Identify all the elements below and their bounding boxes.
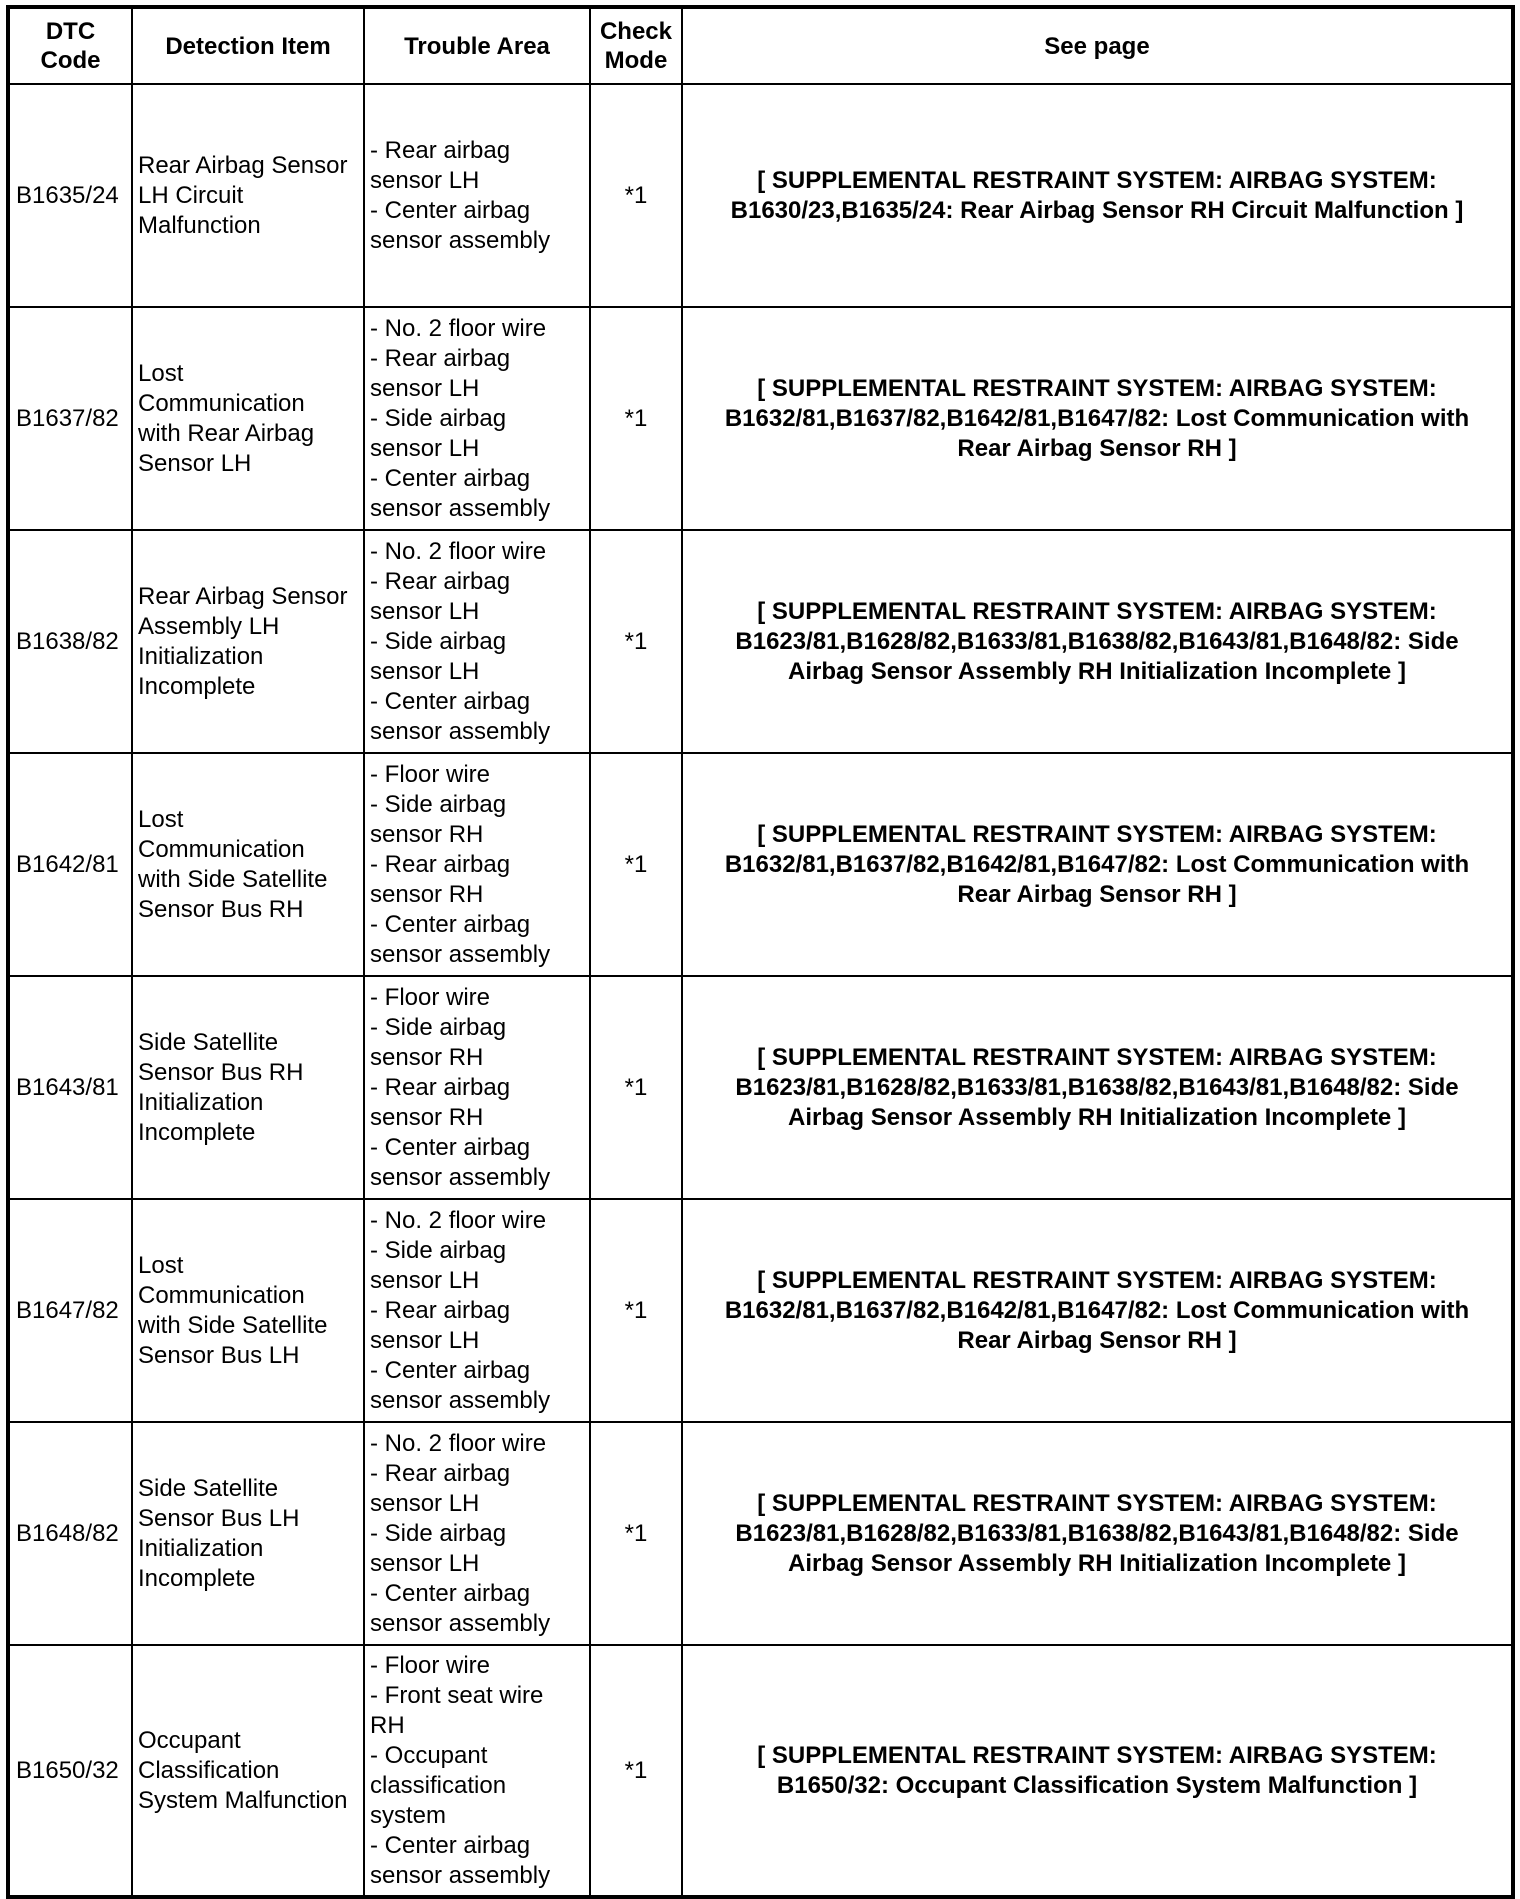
- trouble-area-cell: [364, 976, 590, 1199]
- detection-item-cell-line: Rear Airbag Sensor: [138, 582, 348, 610]
- trouble-area-cell-line: sensor LH: [370, 434, 480, 462]
- trouble-area-cell-line: sensor assembly: [370, 1386, 551, 1414]
- see-page-link-line: B1623/81,B1628/82,B1633/81,B1638/82,B1643/81,B1648/82: Side: [735, 1073, 1459, 1101]
- trouble-area-cell-line: sensor assembly: [370, 717, 551, 745]
- trouble-area-cell-line: sensor LH: [370, 1326, 480, 1354]
- detection-item-cell-line: with Side Satellite: [138, 865, 328, 893]
- header-check-mode-line-2: Mode: [604, 47, 668, 74]
- trouble-area-cell-line: - Center airbag: [370, 464, 531, 492]
- trouble-area-cell-line: - Side airbag: [370, 627, 507, 655]
- check-mode-cell: *1: [590, 530, 682, 753]
- header-detection-item: Detection Item: [132, 7, 364, 84]
- header-trouble-area: Trouble Area: [364, 7, 590, 84]
- check-mode-cell: *1: [590, 1645, 682, 1897]
- detection-item-cell-line: Incomplete: [138, 672, 256, 700]
- see-page-link-line: Airbag Sensor Assembly RH Initialization Incomplete ]: [788, 1103, 1406, 1131]
- see-page-link: [682, 84, 1513, 307]
- see-page-link-line: [ SUPPLEMENTAL RESTRAINT SYSTEM: AIRBAG SYSTEM:: [757, 374, 1437, 402]
- detection-item-cell-line: Sensor Bus RH: [138, 1058, 304, 1086]
- detection-item-cell-line: Lost: [138, 805, 184, 833]
- trouble-area-cell-line: sensor LH: [370, 1266, 480, 1294]
- dtc-code-cell: B1635/24: [8, 84, 132, 307]
- trouble-area-cell-line: - Center airbag: [370, 910, 531, 938]
- trouble-area-cell-line: - Front seat wire: [370, 1681, 544, 1709]
- detection-item-cell-line: Sensor LH: [138, 449, 252, 477]
- see-page-link-line: [ SUPPLEMENTAL RESTRAINT SYSTEM: AIRBAG SYSTEM:: [757, 1741, 1437, 1769]
- trouble-area-cell-line: - Center airbag: [370, 1133, 531, 1161]
- trouble-area-cell-line: - No. 2 floor wire: [370, 537, 547, 565]
- trouble-area-cell-line: - Floor wire: [370, 1651, 491, 1679]
- see-page-link-line: [ SUPPLEMENTAL RESTRAINT SYSTEM: AIRBAG SYSTEM:: [757, 820, 1437, 848]
- trouble-area-cell: [364, 84, 590, 307]
- trouble-area-cell-line: sensor LH: [370, 1489, 480, 1517]
- dtc-code-cell: B1637/82: [8, 307, 132, 530]
- trouble-area-cell-line: sensor LH: [370, 1549, 480, 1577]
- header-see-page: See page: [682, 7, 1513, 84]
- see-page-link-line: B1623/81,B1628/82,B1633/81,B1638/82,B1643/81,B1648/82: Side: [735, 627, 1459, 655]
- detection-item-cell-line: Lost: [138, 359, 184, 387]
- trouble-area-cell-line: sensor assembly: [370, 1609, 551, 1637]
- table-header: [8, 7, 1513, 84]
- see-page-link: [682, 1645, 1513, 1897]
- see-page-link: [682, 1422, 1513, 1645]
- trouble-area-cell-line: - Center airbag: [370, 196, 531, 224]
- header-dtc-code-line-2: Code: [40, 47, 101, 74]
- trouble-area-cell-line: system: [370, 1801, 447, 1829]
- see-page-link-line: Rear Airbag Sensor RH ]: [957, 434, 1237, 462]
- see-page-link: [682, 976, 1513, 1199]
- detection-item-cell-line: Communication: [138, 835, 305, 863]
- trouble-area-cell: [364, 1422, 590, 1645]
- detection-item-cell: [132, 1199, 364, 1422]
- detection-item-cell: [132, 753, 364, 976]
- detection-item-cell-line: Rear Airbag Sensor: [138, 151, 348, 179]
- detection-item-cell-line: Communication: [138, 1281, 305, 1309]
- table-row: [8, 1199, 1513, 1422]
- check-mode-cell: *1: [590, 753, 682, 976]
- detection-item-cell: [132, 1645, 364, 1897]
- table-row: [8, 307, 1513, 530]
- dtc-code-cell: B1647/82: [8, 1199, 132, 1422]
- detection-item-cell-line: Initialization: [138, 1088, 264, 1116]
- trouble-area-cell-line: sensor RH: [370, 880, 484, 908]
- trouble-area-cell-line: sensor RH: [370, 820, 484, 848]
- detection-item-cell-line: Sensor Bus LH: [138, 1504, 300, 1532]
- trouble-area-cell-line: sensor LH: [370, 597, 480, 625]
- detection-item-cell-line: Sensor Bus LH: [138, 1341, 300, 1369]
- detection-item-cell-line: Occupant: [138, 1726, 241, 1754]
- dtc-table: [6, 5, 1515, 1899]
- check-mode-cell: *1: [590, 976, 682, 1199]
- trouble-area-cell-line: sensor assembly: [370, 226, 551, 254]
- see-page-link: [682, 753, 1513, 976]
- table-row: [8, 530, 1513, 753]
- dtc-code-cell: B1650/32: [8, 1645, 132, 1897]
- trouble-area-cell-line: - Rear airbag: [370, 1459, 511, 1487]
- dtc-code-cell: B1638/82: [8, 530, 132, 753]
- dtc-code-cell: B1648/82: [8, 1422, 132, 1645]
- header-check-mode: [590, 7, 682, 84]
- see-page-link-line: B1632/81,B1637/82,B1642/81,B1647/82: Lost Communication with: [724, 404, 1470, 432]
- see-page-link-line: [ SUPPLEMENTAL RESTRAINT SYSTEM: AIRBAG SYSTEM:: [757, 1266, 1437, 1294]
- see-page-link-line: Rear Airbag Sensor RH ]: [957, 1326, 1237, 1354]
- trouble-area-cell: [364, 307, 590, 530]
- trouble-area-cell-line: - Rear airbag: [370, 850, 511, 878]
- dtc-code-cell: B1643/81: [8, 976, 132, 1199]
- trouble-area-cell: [364, 1645, 590, 1897]
- detection-item-cell: [132, 976, 364, 1199]
- header-dtc-code-line-1: DTC: [45, 18, 96, 45]
- trouble-area-cell-line: RH: [370, 1711, 405, 1739]
- see-page-link-line: B1650/32: Occupant Classification System Malfunction ]: [776, 1771, 1418, 1799]
- detection-item-cell-line: Initialization: [138, 1534, 264, 1562]
- trouble-area-cell-line: - No. 2 floor wire: [370, 1429, 547, 1457]
- table-row: [8, 976, 1513, 1199]
- trouble-area-cell-line: - Center airbag: [370, 1356, 531, 1384]
- trouble-area-cell-line: classification: [370, 1771, 507, 1799]
- detection-item-cell-line: Incomplete: [138, 1564, 256, 1592]
- table-row: [8, 84, 1513, 307]
- see-page-link-line: [ SUPPLEMENTAL RESTRAINT SYSTEM: AIRBAG SYSTEM:: [757, 166, 1437, 194]
- detection-item-cell: [132, 84, 364, 307]
- trouble-area-cell-line: - Rear airbag: [370, 344, 511, 372]
- trouble-area-cell-line: - Rear airbag: [370, 136, 511, 164]
- see-page-link-line: [ SUPPLEMENTAL RESTRAINT SYSTEM: AIRBAG SYSTEM:: [757, 1043, 1437, 1071]
- detection-item-cell-line: System Malfunction: [138, 1786, 348, 1814]
- trouble-area-cell-line: sensor RH: [370, 1103, 484, 1131]
- header-check-mode-line-1: Check: [599, 18, 673, 45]
- trouble-area-cell: [364, 1199, 590, 1422]
- trouble-area-cell-line: sensor assembly: [370, 1163, 551, 1191]
- see-page-link-line: Rear Airbag Sensor RH ]: [957, 880, 1237, 908]
- see-page-link: [682, 307, 1513, 530]
- check-mode-cell: *1: [590, 1422, 682, 1645]
- trouble-area-cell-line: - Floor wire: [370, 760, 491, 788]
- detection-item-cell-line: Lost: [138, 1251, 184, 1279]
- table-row: [8, 1645, 1513, 1897]
- detection-item-cell-line: with Side Satellite: [138, 1311, 328, 1339]
- trouble-area-cell-line: - Side airbag: [370, 1013, 507, 1041]
- trouble-area-cell-line: - Rear airbag: [370, 567, 511, 595]
- see-page-link-line: Airbag Sensor Assembly RH Initialization Incomplete ]: [788, 657, 1406, 685]
- see-page-link-line: Airbag Sensor Assembly RH Initialization Incomplete ]: [788, 1549, 1406, 1577]
- trouble-area-cell-line: - Side airbag: [370, 1236, 507, 1264]
- trouble-area-cell-line: - Side airbag: [370, 790, 507, 818]
- header-dtc-code: [8, 7, 132, 84]
- trouble-area-cell-line: sensor LH: [370, 657, 480, 685]
- see-page-link: [682, 1199, 1513, 1422]
- trouble-area-cell-line: - Rear airbag: [370, 1073, 511, 1101]
- detection-item-cell-line: Assembly LH: [138, 612, 280, 640]
- table-body: [8, 84, 1513, 1897]
- trouble-area-cell-line: sensor assembly: [370, 1861, 551, 1889]
- table-row: [8, 1422, 1513, 1645]
- trouble-area-cell-line: - Center airbag: [370, 1579, 531, 1607]
- trouble-area-cell-line: - Center airbag: [370, 687, 531, 715]
- detection-item-cell-line: Initialization: [138, 642, 264, 670]
- trouble-area-cell-line: - No. 2 floor wire: [370, 1206, 547, 1234]
- see-page-link-line: B1632/81,B1637/82,B1642/81,B1647/82: Lost Communication with: [724, 850, 1470, 878]
- trouble-area-cell-line: - Side airbag: [370, 1519, 507, 1547]
- detection-item-cell-line: Incomplete: [138, 1118, 256, 1146]
- detection-item-cell-line: Malfunction: [138, 211, 261, 239]
- see-page-link-line: B1623/81,B1628/82,B1633/81,B1638/82,B1643/81,B1648/82: Side: [735, 1519, 1459, 1547]
- see-page-link: [682, 530, 1513, 753]
- detection-item-cell-line: LH Circuit: [138, 181, 244, 209]
- detection-item-cell-line: with Rear Airbag: [138, 419, 315, 447]
- trouble-area-cell-line: - No. 2 floor wire: [370, 314, 547, 342]
- table-row: [8, 753, 1513, 976]
- check-mode-cell: *1: [590, 307, 682, 530]
- detection-item-cell-line: Sensor Bus RH: [138, 895, 304, 923]
- trouble-area-cell-line: sensor RH: [370, 1043, 484, 1071]
- dtc-code-cell: B1642/81: [8, 753, 132, 976]
- detection-item-cell: [132, 530, 364, 753]
- trouble-area-cell-line: - Center airbag: [370, 1831, 531, 1859]
- check-mode-cell: *1: [590, 84, 682, 307]
- see-page-link-line: [ SUPPLEMENTAL RESTRAINT SYSTEM: AIRBAG SYSTEM:: [757, 597, 1437, 625]
- header-row: [8, 7, 1513, 84]
- see-page-link-line: B1630/23,B1635/24: Rear Airbag Sensor RH Circuit Malfunction ]: [730, 196, 1464, 224]
- see-page-link-line: [ SUPPLEMENTAL RESTRAINT SYSTEM: AIRBAG SYSTEM:: [757, 1489, 1437, 1517]
- trouble-area-cell-line: sensor LH: [370, 374, 480, 402]
- detection-item-cell-line: Side Satellite: [138, 1474, 279, 1502]
- detection-item-cell-line: Classification: [138, 1756, 280, 1784]
- detection-item-cell: [132, 1422, 364, 1645]
- see-page-link-line: B1632/81,B1637/82,B1642/81,B1647/82: Lost Communication with: [724, 1296, 1470, 1324]
- trouble-area-cell-line: sensor assembly: [370, 940, 551, 968]
- trouble-area-cell: [364, 530, 590, 753]
- trouble-area-cell-line: sensor assembly: [370, 494, 551, 522]
- trouble-area-cell-line: - Rear airbag: [370, 1296, 511, 1324]
- trouble-area-cell-line: - Occupant: [370, 1741, 488, 1769]
- detection-item-cell-line: Communication: [138, 389, 305, 417]
- detection-item-cell-line: Side Satellite: [138, 1028, 279, 1056]
- trouble-area-cell-line: - Floor wire: [370, 983, 491, 1011]
- detection-item-cell: [132, 307, 364, 530]
- trouble-area-cell-line: - Side airbag: [370, 404, 507, 432]
- check-mode-cell: *1: [590, 1199, 682, 1422]
- trouble-area-cell: [364, 753, 590, 976]
- trouble-area-cell-line: sensor LH: [370, 166, 480, 194]
